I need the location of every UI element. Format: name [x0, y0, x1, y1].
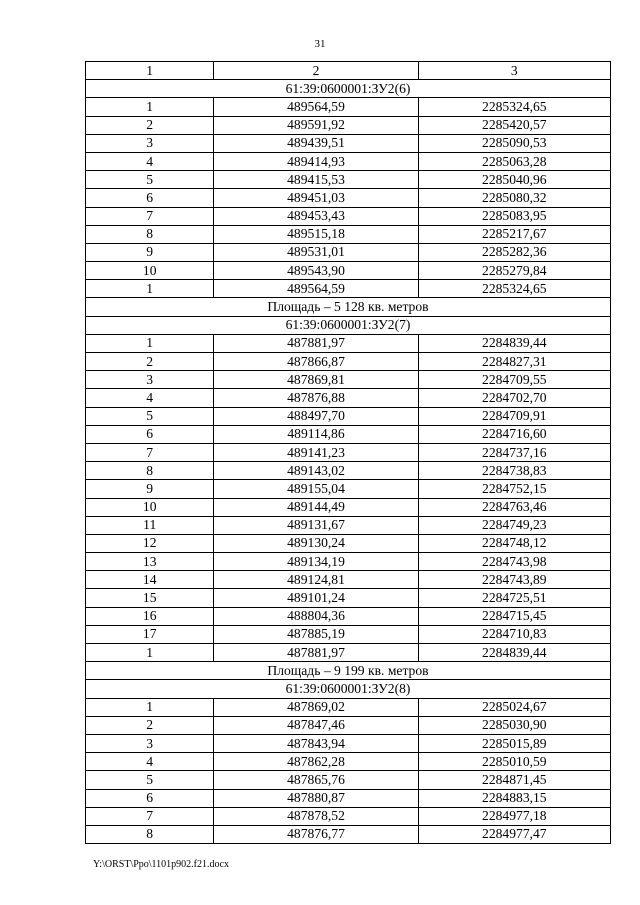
table-row — [86, 116, 611, 134]
table-row — [86, 571, 611, 589]
area-value: Площадь – 5 128 кв. метров — [86, 298, 611, 316]
coordinate-x: 489439,51 — [214, 134, 418, 152]
coordinate-x: 488804,36 — [214, 607, 418, 625]
coordinate-y: 2284716,60 — [418, 425, 610, 443]
coordinate-y: 2284871,45 — [418, 771, 610, 789]
table-row — [86, 607, 611, 625]
coordinate-y: 2284709,55 — [418, 371, 610, 389]
table-row — [86, 480, 611, 498]
coordinate-x: 487881,97 — [214, 644, 418, 662]
table-row — [86, 407, 611, 425]
coordinate-y: 2284725,51 — [418, 589, 610, 607]
table-row — [86, 371, 611, 389]
coordinate-y: 2284715,45 — [418, 607, 610, 625]
area-row — [86, 662, 611, 680]
point-number: 1 — [86, 334, 214, 352]
point-number: 11 — [86, 516, 214, 534]
coordinate-x: 489591,92 — [214, 116, 418, 134]
table-header-row — [86, 62, 611, 80]
table-row — [86, 243, 611, 261]
table-row — [86, 189, 611, 207]
point-number: 2 — [86, 116, 214, 134]
coordinate-y: 2285420,57 — [418, 116, 610, 134]
coordinate-y: 2285217,67 — [418, 225, 610, 243]
coordinate-y: 2284743,89 — [418, 571, 610, 589]
coordinate-x: 489131,67 — [214, 516, 418, 534]
coordinate-y: 2284977,47 — [418, 825, 610, 843]
coordinate-y: 2285040,96 — [418, 171, 610, 189]
column-header: 2 — [214, 62, 418, 80]
coordinate-x: 487869,02 — [214, 698, 418, 716]
coordinate-y: 2284827,31 — [418, 353, 610, 371]
coordinate-y: 2284752,15 — [418, 480, 610, 498]
point-number: 17 — [86, 625, 214, 643]
table-row — [86, 644, 611, 662]
coordinate-y: 2285279,84 — [418, 262, 610, 280]
coordinate-x: 489564,59 — [214, 280, 418, 298]
point-number: 9 — [86, 243, 214, 261]
coordinate-x: 487885,19 — [214, 625, 418, 643]
table-row — [86, 789, 611, 807]
coordinate-x: 489155,04 — [214, 480, 418, 498]
point-number: 4 — [86, 753, 214, 771]
coordinate-x: 489144,49 — [214, 498, 418, 516]
coordinate-y: 2284738,83 — [418, 462, 610, 480]
coordinate-y: 2284709,91 — [418, 407, 610, 425]
table-row — [86, 625, 611, 643]
coordinate-x: 487866,87 — [214, 353, 418, 371]
point-number: 6 — [86, 189, 214, 207]
coordinate-x: 489453,43 — [214, 207, 418, 225]
point-number: 10 — [86, 262, 214, 280]
point-number: 7 — [86, 443, 214, 461]
coordinate-x: 487881,97 — [214, 334, 418, 352]
table-row — [86, 534, 611, 552]
point-number: 1 — [86, 98, 214, 116]
point-number: 9 — [86, 480, 214, 498]
table-row — [86, 353, 611, 371]
coordinate-y: 2284702,70 — [418, 389, 610, 407]
table-row — [86, 807, 611, 825]
coordinate-y: 2284839,44 — [418, 334, 610, 352]
point-number: 2 — [86, 353, 214, 371]
point-number: 10 — [86, 498, 214, 516]
point-number: 5 — [86, 771, 214, 789]
section-title-row — [86, 80, 611, 98]
coordinate-x: 487876,77 — [214, 825, 418, 843]
coordinate-y: 2284710,83 — [418, 625, 610, 643]
table-row — [86, 152, 611, 170]
point-number: 2 — [86, 716, 214, 734]
coordinate-y: 2284839,44 — [418, 644, 610, 662]
table-row — [86, 498, 611, 516]
table-row — [86, 589, 611, 607]
table-row — [86, 716, 611, 734]
table-row — [86, 698, 611, 716]
coordinate-x: 489531,01 — [214, 243, 418, 261]
coordinate-y: 2284749,23 — [418, 516, 610, 534]
column-header: 1 — [86, 62, 214, 80]
point-number: 6 — [86, 425, 214, 443]
coordinate-x: 489134,19 — [214, 553, 418, 571]
coordinate-x: 489141,23 — [214, 443, 418, 461]
point-number: 14 — [86, 571, 214, 589]
point-number: 8 — [86, 825, 214, 843]
point-number: 3 — [86, 134, 214, 152]
table-row — [86, 98, 611, 116]
point-number: 3 — [86, 371, 214, 389]
table-row — [86, 734, 611, 752]
coordinate-x: 489515,18 — [214, 225, 418, 243]
coordinate-x: 489543,90 — [214, 262, 418, 280]
coordinate-x: 487880,87 — [214, 789, 418, 807]
coordinate-x: 487847,46 — [214, 716, 418, 734]
parcel-id: 61:39:0600001:ЗУ2(7) — [86, 316, 611, 334]
coordinate-x: 489124,81 — [214, 571, 418, 589]
point-number: 12 — [86, 534, 214, 552]
coordinate-x: 489451,03 — [214, 189, 418, 207]
coordinate-y: 2285083,95 — [418, 207, 610, 225]
table-row — [86, 171, 611, 189]
point-number: 1 — [86, 280, 214, 298]
coordinate-y: 2285090,53 — [418, 134, 610, 152]
column-header: 3 — [418, 62, 610, 80]
coordinate-y: 2285282,36 — [418, 243, 610, 261]
coordinates-table — [85, 61, 611, 844]
table-row — [86, 443, 611, 461]
point-number: 8 — [86, 225, 214, 243]
table-row — [86, 225, 611, 243]
coordinate-x: 489143,02 — [214, 462, 418, 480]
coordinate-x: 487862,28 — [214, 753, 418, 771]
table-row — [86, 553, 611, 571]
coordinate-y: 2284977,18 — [418, 807, 610, 825]
coordinate-x: 489114,86 — [214, 425, 418, 443]
table-row — [86, 516, 611, 534]
table-row — [86, 207, 611, 225]
coordinate-x: 487876,88 — [214, 389, 418, 407]
coordinate-y: 2285080,32 — [418, 189, 610, 207]
point-number: 4 — [86, 152, 214, 170]
coordinate-y: 2285015,89 — [418, 734, 610, 752]
point-number: 1 — [86, 644, 214, 662]
coordinate-x: 489564,59 — [214, 98, 418, 116]
coordinate-y: 2284763,46 — [418, 498, 610, 516]
table-row — [86, 753, 611, 771]
table-row — [86, 280, 611, 298]
point-number: 13 — [86, 553, 214, 571]
point-number: 1 — [86, 698, 214, 716]
table-row — [86, 771, 611, 789]
point-number: 3 — [86, 734, 214, 752]
coordinate-y: 2285063,28 — [418, 152, 610, 170]
table-row — [86, 334, 611, 352]
point-number: 8 — [86, 462, 214, 480]
coordinate-y: 2284743,98 — [418, 553, 610, 571]
coordinate-x: 487843,94 — [214, 734, 418, 752]
coordinate-y: 2285324,65 — [418, 98, 610, 116]
point-number: 6 — [86, 789, 214, 807]
area-row — [86, 298, 611, 316]
coordinate-y: 2285010,59 — [418, 753, 610, 771]
point-number: 16 — [86, 607, 214, 625]
coordinate-x: 489101,24 — [214, 589, 418, 607]
coordinate-x: 487865,76 — [214, 771, 418, 789]
table-row — [86, 262, 611, 280]
coordinate-x: 488497,70 — [214, 407, 418, 425]
table-row — [86, 462, 611, 480]
coordinate-y: 2285024,67 — [418, 698, 610, 716]
area-value: Площадь – 9 199 кв. метров — [86, 662, 611, 680]
coordinate-y: 2285324,65 — [418, 280, 610, 298]
point-number: 5 — [86, 407, 214, 425]
point-number: 7 — [86, 207, 214, 225]
page-number: 31 — [314, 38, 326, 50]
table-row — [86, 425, 611, 443]
coordinate-x: 489130,24 — [214, 534, 418, 552]
section-title-row — [86, 680, 611, 698]
coordinate-x: 487878,52 — [214, 807, 418, 825]
table-row — [86, 134, 611, 152]
section-title-row — [86, 316, 611, 334]
coordinate-y: 2285030,90 — [418, 716, 610, 734]
parcel-id: 61:39:0600001:ЗУ2(8) — [86, 680, 611, 698]
coordinate-y: 2284883,15 — [418, 789, 610, 807]
parcel-id: 61:39:0600001:ЗУ2(6) — [86, 80, 611, 98]
coordinate-y: 2284737,16 — [418, 443, 610, 461]
coordinate-y: 2284748,12 — [418, 534, 610, 552]
coordinate-x: 489414,93 — [214, 152, 418, 170]
footer-file-path: Y:\ORST\Ppo\1101p902.f21.docx — [93, 859, 229, 870]
coordinate-x: 487869,81 — [214, 371, 418, 389]
point-number: 4 — [86, 389, 214, 407]
point-number: 5 — [86, 171, 214, 189]
table-row — [86, 389, 611, 407]
point-number: 7 — [86, 807, 214, 825]
coordinate-x: 489415,53 — [214, 171, 418, 189]
point-number: 15 — [86, 589, 214, 607]
table-row — [86, 825, 611, 843]
